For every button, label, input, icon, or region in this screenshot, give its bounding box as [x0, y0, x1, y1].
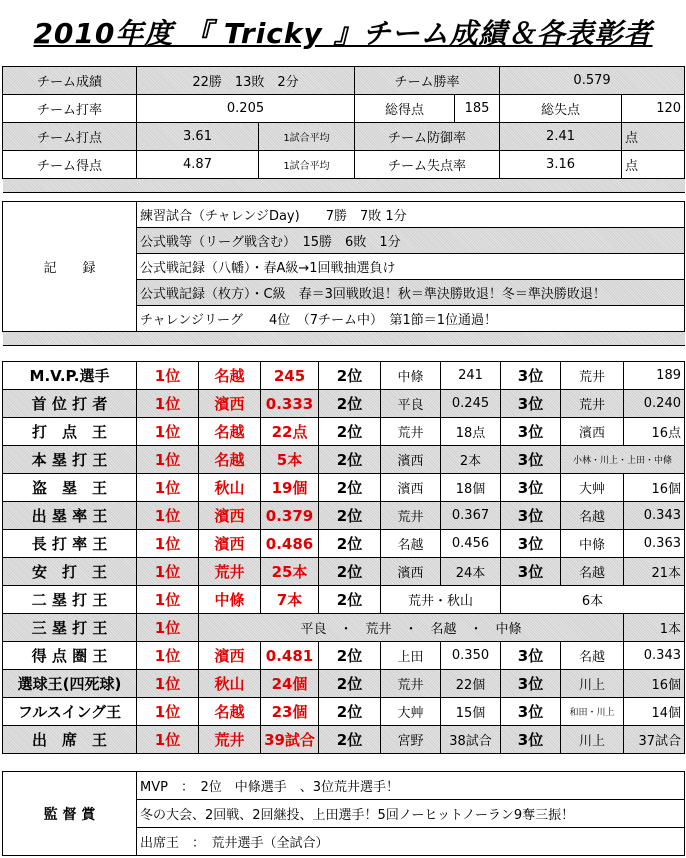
- rbi-label: チーム打点: [3, 123, 137, 151]
- second-value: 22個: [441, 670, 501, 698]
- first-value: 0.481: [261, 642, 319, 670]
- spacer-row: [3, 179, 685, 193]
- award-name: 出 席 王: [3, 726, 137, 754]
- third-rank: 3位: [501, 670, 561, 698]
- award-name: 本 塁 打 王: [3, 446, 137, 474]
- stats-row-avg: [3, 95, 685, 123]
- first-player: 名越: [199, 698, 261, 726]
- first-player: 濱西: [199, 390, 261, 418]
- first-player: 秋山: [199, 474, 261, 502]
- third-rank: 3位: [501, 362, 561, 390]
- first-rank: 1位: [137, 474, 199, 502]
- stats-row-rbi: [3, 123, 685, 151]
- second-rank: 2位: [319, 418, 381, 446]
- award-row: [3, 586, 685, 614]
- third-rank: 3位: [501, 726, 561, 754]
- second-rank: 2位: [319, 698, 381, 726]
- coach-award-label: 監 督 賞: [3, 772, 137, 856]
- awards-table: [2, 361, 685, 754]
- coach-award-line: 出席王 ： 荒井選手（全試合）: [137, 828, 685, 856]
- score-value: 4.87: [137, 151, 259, 179]
- era-label: チーム防御率: [355, 123, 500, 151]
- award-row: [3, 502, 685, 530]
- third-rank: 3位: [501, 558, 561, 586]
- award-row: [3, 726, 685, 754]
- first-value: 7本: [261, 586, 319, 614]
- lossrate-label: チーム失点率: [355, 151, 500, 179]
- page-title: 2010年度 『 Tricky 』チーム成績＆各表彰者: [33, 17, 653, 50]
- era-unit: 点: [622, 123, 685, 151]
- first-rank: 1位: [137, 558, 199, 586]
- first-rank: 1位: [137, 698, 199, 726]
- first-player: 荒井: [199, 726, 261, 754]
- third-value: 14個: [624, 698, 685, 726]
- winrate-value: 0.579: [500, 67, 685, 95]
- second-value: 241: [441, 362, 501, 390]
- second-rank: 2位: [319, 670, 381, 698]
- first-rank: 1位: [137, 642, 199, 670]
- second-player: 名越: [381, 530, 441, 558]
- third-value: 16個: [624, 474, 685, 502]
- third-player: 川上: [561, 670, 624, 698]
- first-value: 0.379: [261, 502, 319, 530]
- award-name: 選球王(四死球): [3, 670, 137, 698]
- second-rank: 2位: [319, 586, 381, 614]
- first-value: 0.333: [261, 390, 319, 418]
- first-value: 39試合: [261, 726, 319, 754]
- stats-row-score: [3, 151, 685, 179]
- award-name: 長 打 率 王: [3, 530, 137, 558]
- second-value: 0.350: [441, 642, 501, 670]
- first-rank: 1位: [137, 418, 199, 446]
- third-player: 名越: [561, 642, 624, 670]
- second-player: 濱西: [381, 446, 441, 474]
- award-row: [3, 698, 685, 726]
- third-rank: 3位: [501, 418, 561, 446]
- record-line: 練習試合（チャレンジDay) 7勝 7敗 1分: [137, 202, 685, 228]
- score-label: チーム得点: [3, 151, 137, 179]
- second-rank: 2位: [319, 530, 381, 558]
- third-player: 名越: [561, 502, 624, 530]
- first-player: 濱西: [199, 502, 261, 530]
- third-player: 和田・川上: [561, 698, 624, 726]
- record-value: 22勝 13敗 2分: [137, 67, 355, 95]
- first-rank: 1位: [137, 586, 199, 614]
- second-player: 宮野: [381, 726, 441, 754]
- rbi-per-game: 1試合平均: [259, 123, 355, 151]
- second-player: 大艸: [381, 698, 441, 726]
- second-rank: 2位: [319, 726, 381, 754]
- first-rank: 1位: [137, 670, 199, 698]
- second-value: 0.456: [441, 530, 501, 558]
- second-value: 18点: [441, 418, 501, 446]
- first-value: 1本: [624, 614, 685, 642]
- lossrate-unit: 点: [622, 151, 685, 179]
- rbi-value: 3.61: [137, 123, 259, 151]
- third-value: 0.240: [624, 390, 685, 418]
- award-name: 安 打 王: [3, 558, 137, 586]
- award-row: [3, 558, 685, 586]
- second-value: 15個: [441, 698, 501, 726]
- third-player: 荒井: [561, 390, 624, 418]
- records-label: 記 録: [3, 202, 137, 332]
- first-player: 秋山: [199, 670, 261, 698]
- record-label: チーム成績: [3, 67, 137, 95]
- avg-label: チーム打率: [3, 95, 137, 123]
- first-rank: 1位: [137, 502, 199, 530]
- era-value: 2.41: [500, 123, 622, 151]
- award-row: [3, 474, 685, 502]
- third-value: 189: [624, 362, 685, 390]
- first-rank: 1位: [137, 726, 199, 754]
- coach-award-line: MVP ： 2位 中條選手 、3位荒井選手！: [137, 772, 685, 800]
- award-name: 出 塁 率 王: [3, 502, 137, 530]
- runs-label: 総得点: [355, 95, 455, 123]
- first-player: 名越: [199, 418, 261, 446]
- second-rank: 2位: [319, 502, 381, 530]
- second-player: 濱西: [381, 474, 441, 502]
- second-rank: 2位: [319, 362, 381, 390]
- award-row: [3, 446, 685, 474]
- first-value: 5本: [261, 446, 319, 474]
- allowed-label: 総失点: [500, 95, 622, 123]
- first-rank: 1位: [137, 446, 199, 474]
- third-player: 大艸: [561, 474, 624, 502]
- second-player: 荒井・秋山: [381, 586, 501, 614]
- award-name: フルスイング王: [3, 698, 137, 726]
- second-player: 上田: [381, 642, 441, 670]
- third-player: 濱西: [561, 418, 624, 446]
- first-player: 荒井: [199, 558, 261, 586]
- record-line: 公式戦等（リーグ戦含む） 15勝 6敗 1分: [137, 228, 685, 254]
- record-line: チャレンジリーグ 4位 （7チーム中） 第1節＝1位通過！: [137, 306, 685, 332]
- first-value: 23個: [261, 698, 319, 726]
- award-row: [3, 530, 685, 558]
- third-value: 21本: [624, 558, 685, 586]
- second-rank: 2位: [319, 390, 381, 418]
- first-rank: 1位: [137, 614, 199, 642]
- second-value: 24本: [441, 558, 501, 586]
- second-player: 中條: [381, 362, 441, 390]
- coach-award-line: 冬の大会、2回戦、2回継投、上田選手！5回ノーヒットノーラン9奪三振！: [137, 800, 685, 828]
- first-value: 25本: [261, 558, 319, 586]
- second-player: 荒井: [381, 418, 441, 446]
- third-rank: 3位: [501, 474, 561, 502]
- third-rank: 3位: [501, 698, 561, 726]
- allowed-value: 120: [622, 95, 685, 123]
- third-player: 川上: [561, 726, 624, 754]
- first-player: 濱西: [199, 530, 261, 558]
- second-value: 0.367: [441, 502, 501, 530]
- award-row: [3, 670, 685, 698]
- score-per-game: 1試合平均: [259, 151, 355, 179]
- award-name: 打 点 王: [3, 418, 137, 446]
- coach-award-table: [2, 771, 685, 856]
- second-rank: 2位: [319, 642, 381, 670]
- records-table: [2, 201, 685, 346]
- third-value: 37試合: [624, 726, 685, 754]
- first-value: 22点: [261, 418, 319, 446]
- third-player: 名越: [561, 558, 624, 586]
- first-value: 19個: [261, 474, 319, 502]
- award-name: 三 塁 打 王: [3, 614, 137, 642]
- first-player: 名越: [199, 362, 261, 390]
- award-name: 盗 塁 王: [3, 474, 137, 502]
- second-player: 濱西: [381, 558, 441, 586]
- first-rank: 1位: [137, 390, 199, 418]
- second-value: 2本: [441, 446, 501, 474]
- award-row: [3, 642, 685, 670]
- third-value: 0.343: [624, 642, 685, 670]
- second-value: 0.245: [441, 390, 501, 418]
- first-player: 濱西: [199, 642, 261, 670]
- second-value: 18個: [441, 474, 501, 502]
- award-name: 首 位 打 者: [3, 390, 137, 418]
- second-player: 荒井: [381, 670, 441, 698]
- runs-value: 185: [455, 95, 500, 123]
- award-name: 得 点 圏 王: [3, 642, 137, 670]
- first-player: 名越: [199, 446, 261, 474]
- second-rank: 2位: [319, 446, 381, 474]
- record-line: 公式戦記録（八幡）・春A級→1回戦抽選負け: [137, 254, 685, 280]
- third-rank: 3位: [501, 502, 561, 530]
- lossrate-value: 3.16: [500, 151, 622, 179]
- second-value: 38試合: [441, 726, 501, 754]
- award-row: [3, 390, 685, 418]
- first-value: 0.486: [261, 530, 319, 558]
- award-row: [3, 614, 685, 642]
- award-row: [3, 418, 685, 446]
- third-value: 0.343: [624, 502, 685, 530]
- third-value: 16個: [624, 670, 685, 698]
- third-rank: 3位: [501, 530, 561, 558]
- award-row: [3, 362, 685, 390]
- first-rank: 1位: [137, 362, 199, 390]
- record-line: 公式戦記録（枚方）・C級 春＝3回戦敗退！秋＝準決勝敗退！冬＝準決勝敗退！: [137, 280, 685, 306]
- second-rank: 2位: [319, 558, 381, 586]
- first-player: 中條: [199, 586, 261, 614]
- third-player: 小林・川上・上田・中條: [561, 446, 685, 474]
- second-player: 荒井: [381, 502, 441, 530]
- first-rank: 1位: [137, 530, 199, 558]
- avg-value: 0.205: [137, 95, 355, 123]
- third-value: 16点: [624, 418, 685, 446]
- third-player: 中條: [561, 530, 624, 558]
- third-value: 0.363: [624, 530, 685, 558]
- second-player: 平良: [381, 390, 441, 418]
- third-rank: 3位: [501, 390, 561, 418]
- first-player: 平良 ・ 荒井 ・ 名越 ・ 中條: [199, 614, 624, 642]
- third-rank: 3位: [501, 446, 561, 474]
- first-value: 245: [261, 362, 319, 390]
- team-stats-table: [2, 66, 685, 193]
- second-rank: 2位: [319, 474, 381, 502]
- first-value: 24個: [261, 670, 319, 698]
- award-name: 二 塁 打 王: [3, 586, 137, 614]
- third-player: 荒井: [561, 362, 624, 390]
- spacer-row: [3, 332, 685, 346]
- stats-row-record: [3, 67, 685, 95]
- second-value: 6本: [501, 586, 685, 614]
- award-name: M.V.P.選手: [3, 362, 137, 390]
- third-rank: 3位: [501, 642, 561, 670]
- winrate-label: チーム勝率: [355, 67, 500, 95]
